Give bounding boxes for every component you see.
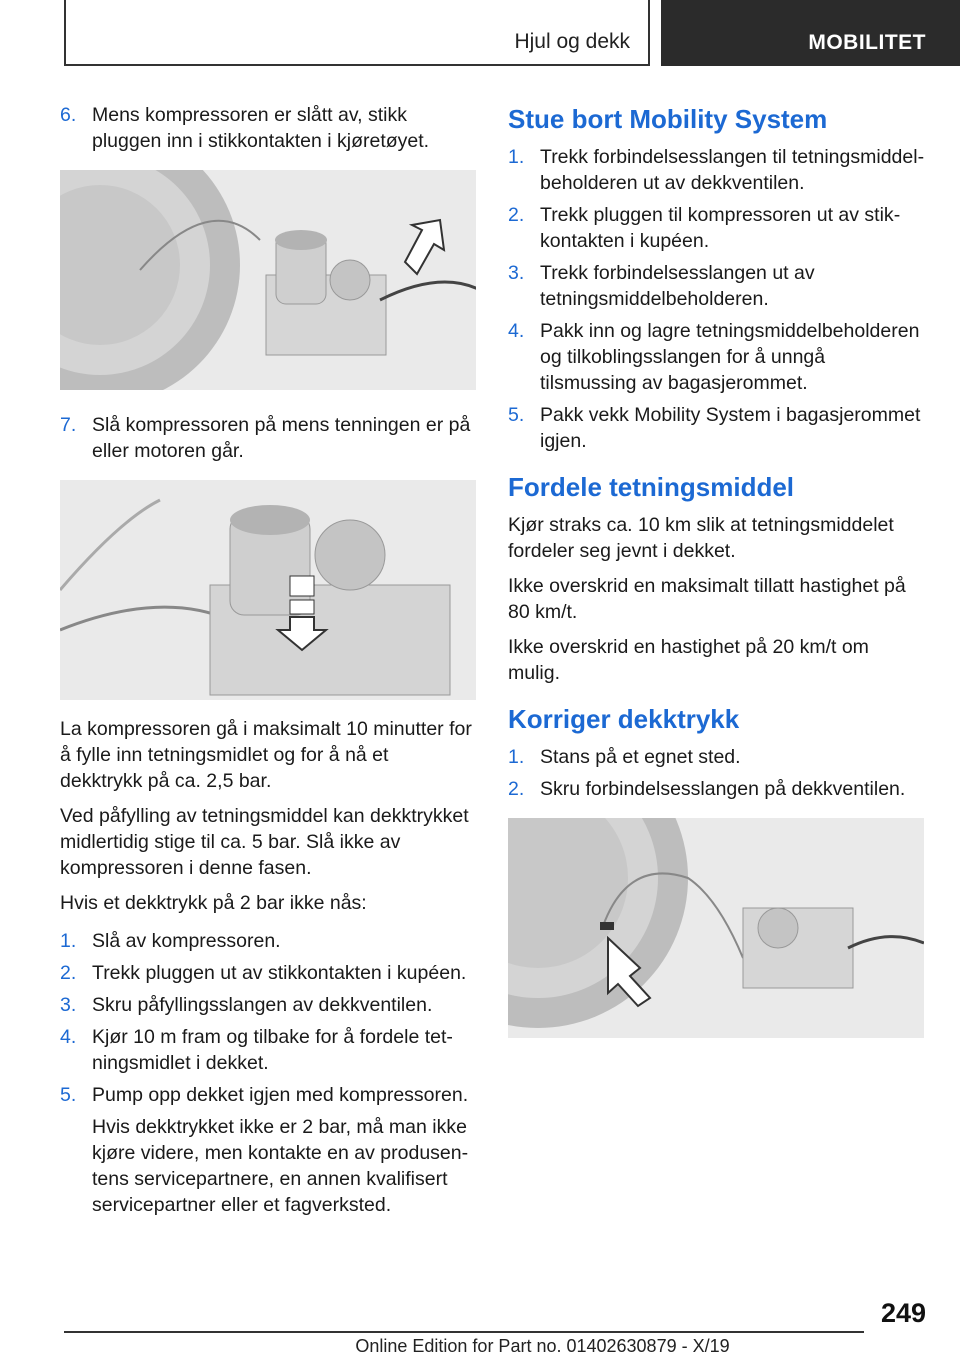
figure-compressor-switch bbox=[60, 480, 476, 700]
list-item: 6. Mens kompressoren er slått av, stikk pluggen inn i stikkontakten i kjøretøyet. bbox=[60, 104, 430, 152]
list-item: 1. Trekk forbindelsesslangen til tetningsmiddelbeholderen ut av dekkventilen. bbox=[508, 146, 925, 194]
figure-valve-connection bbox=[508, 818, 924, 1038]
paragraph: Hvis et dekktrykk på 2 bar ikke nås: bbox=[60, 892, 367, 914]
header-chapter-box bbox=[661, 0, 960, 66]
list-item-continuation: Hvis dekktrykket ikke er 2 bar, må man ikke kjøre videre, men kontakte en av produsentens servicepartnere, en annen kvalifisert servicepartner eller et fagverksted. bbox=[92, 1116, 469, 1216]
list-item: 2. Skru forbindelsesslangen på dekkventilen. bbox=[508, 778, 906, 800]
header-chapter-title: MOBILITET bbox=[808, 31, 926, 54]
list-item: 4. Kjør 10 m fram og tilbake for å fordele tetningsmidlet i dekket. bbox=[60, 1026, 453, 1074]
steps-list-b bbox=[60, 412, 476, 464]
list-item: 2. Trekk pluggen til kompressoren ut av stikkontakten i kupéen. bbox=[508, 204, 901, 252]
list-item: 3. Trekk forbindelsesslangen ut av tetningsmiddelbeholderen. bbox=[508, 262, 815, 310]
list-item: 1. Stans på et egnet sted. bbox=[508, 746, 741, 768]
figure-compressor-tire bbox=[60, 170, 476, 390]
section-heading: Korriger dekktrykk bbox=[508, 704, 740, 734]
page-number: 249 bbox=[880, 1298, 926, 1328]
list-item: 4. Pakk inn og lagre tetningsmiddelbeholderen og tilkoblingsslangen for å unngå tilsmussing av bagasjerommet. bbox=[508, 320, 920, 394]
list-item: 7. Slå kompressoren på mens tenningen er på eller motoren går. bbox=[60, 414, 471, 462]
footer-edition: Online Edition for Part no. 01402630879 - X/19 bbox=[355, 1336, 730, 1356]
list-item: 5. Pump opp dekket igjen med kompressoren. bbox=[60, 1084, 469, 1106]
header-section-title: Hjul og dekk bbox=[514, 30, 630, 53]
paragraph: Kjør straks ca. 10 km slik at tetningsmiddelet fordeler seg jevnt i dekket. bbox=[508, 514, 894, 562]
section-heading: Stue bort Mobility System bbox=[508, 104, 828, 134]
list-item: 3. Skru påfyllingsslangen av dekkventilen. bbox=[60, 994, 433, 1016]
left-column bbox=[60, 102, 476, 1224]
steps-list-stow bbox=[508, 144, 926, 454]
list-item: 5. Pakk vekk Mobility System i bagasjerommet igjen. bbox=[508, 404, 921, 452]
header-section-box bbox=[64, 0, 650, 66]
footer-divider bbox=[64, 1331, 864, 1333]
list-item: 2. Trekk pluggen ut av stikkontakten i kupéen. bbox=[60, 962, 467, 984]
paragraph: Ikke overskrid en maksimalt tillatt hastighet på 80 km/t. bbox=[508, 575, 906, 623]
steps-list-pressure bbox=[508, 744, 926, 802]
steps-list-c bbox=[60, 928, 476, 1108]
paragraph: Ved påfylling av tetningsmiddel kan dekktrykket midlertidig stige til ca. 5 bar. Slå ikke av kompressoren i denne fasen. bbox=[60, 805, 469, 879]
paragraph: La kompressoren gå i maksimalt 10 minutter for å fylle inn tetningsmidlet og for å nå et dekktrykk på ca. 2,5 bar. bbox=[60, 718, 472, 792]
steps-list-a bbox=[60, 102, 476, 154]
paragraph: Ikke overskrid en hastighet på 20 km/t om mulig. bbox=[508, 636, 869, 684]
section-heading: Fordele tetningsmiddel bbox=[508, 472, 795, 502]
list-item: 1. Slå av kompressoren. bbox=[60, 930, 281, 952]
right-column bbox=[508, 102, 926, 1038]
